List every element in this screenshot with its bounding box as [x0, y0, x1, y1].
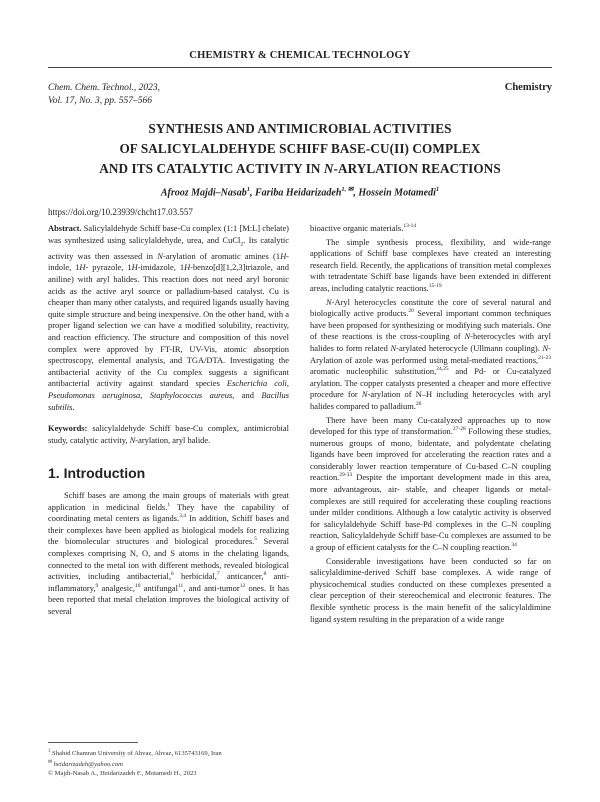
footnote-copyright: © Majdi-Nasab A., Heidarizadeh F., Motamedi H., 2023 — [48, 769, 197, 777]
citation-line-1: Chem. Chem. Technol., 2023, — [48, 83, 161, 93]
author-name: Hossein Motamedi — [358, 187, 436, 199]
section-label: Chemistry — [504, 82, 552, 93]
author-name: Afrooz Majdi–Nasab — [160, 187, 247, 199]
article-title — [48, 119, 552, 179]
title-line-2: OF SALICYLALDEHYDE SCHIFF BASE-CU(II) COMPLEX — [119, 141, 481, 156]
author-affiliation-mark: 1 — [435, 186, 440, 193]
footnote-affiliation: $^1$ Shahid Chamran University of Ahvaz, Ahvaz, 6135743169, Iran — [48, 749, 222, 758]
section-heading-introduction: 1. Introduction — [48, 465, 146, 482]
body-paragraph: Considerable investigations have been conducted so far on salicylaldimine-derived Schiff base complexes. A wide range of physicochemical studies conducted on these complexes presented a clear perception of their stereochemical and electronic features. The flexible synthetic process is the main benefit of the salicylaldimine ligand system resulting in the preparation of a wide range — [310, 555, 551, 624]
body-paragraph: N-Aryl heterocycles constitute the core of several natural and biologically active products.$^{20}$ Several important common techniques have been proposed for synthesizing or modifying such materials. One of these reactions is the cross-coupling of N-heterocycles with aryl halides to form related N-arylated heterocycle (Ullmann coupling). N-Arylation of azole was performed using metal-mediated reactions,$^{21-23}$ aromatic nucleophilic substitution,$^{24,25}$ and Pd- or Cu-catalyzed arylation. The copper catalysts presented a cheaper and more effective procedure for N-arylation of N–H including heterocycles with aryl halides compared to palladium.$^{26}$ — [310, 296, 551, 411]
header-rule — [48, 67, 552, 68]
author-name: Fariba Heidarizadeh — [254, 187, 342, 199]
keywords: Keywords: salicylaldehyde Schiff base-Cu complex, antimicrobial study, catalytic activity, N-arylation, aryl halide. — [48, 423, 289, 445]
title-line-3: AND ITS CATALYTIC ACTIVITY IN N-ARYLATION REACTIONS — [99, 161, 501, 176]
author-list: Afrooz Majdi–Nasab$^1$, Fariba Heidarizadeh$^{1, ✉}$, Hossein Motamedi$^1$ — [160, 186, 440, 199]
footnote-email[interactable]: ✉ heidarizadeh@yahoo.com — [48, 759, 123, 768]
left-column — [48, 223, 289, 618]
footnote-rule — [48, 742, 138, 743]
doi-link[interactable]: https://doi.org/10.23939/chcht17.03.557 — [48, 207, 193, 217]
author-affiliation-mark: 1 — [246, 186, 250, 193]
body-paragraph: The simple synthesis process, flexibility, and wide-range applications of Schiff base complexes have created an interesting research field. Recently, the applications of transition metal complexes with tetradentate Schiff base ligands have been extended in different areas, including catalytic reactions.$^{15-19}$ — [310, 236, 551, 293]
title-line-1: SYNTHESIS AND ANTIMICROBIAL ACTIVITIES — [148, 121, 452, 136]
intro-paragraph: Schiff bases are among the main groups of materials with great application in medicinal fields.$^1$ They have the capability of coordinating metal centers as ligands.$^{3,4}$ In addition, Schiff bases and their complexes have been applied as biological models for realizing the biomolecular structures and biological procedures.$^5$ Several complexes comprising N, O, and S atoms in the chelating ligands, connected to the metal ion with different methods, revealed biological activities, including antibacterial,$^6$ herbicidal,$^7$ anticancer,$^8$ anti-inflammatory,$^9$ analgesic,$^{10}$ antifungal$^{11}$, and anti-tumor$^{12}$ ones. It has been reported that metal chelation improves the biological activity of several — [48, 489, 290, 616]
body-paragraph: bioactive organic materials.$^{13-14}$ — [310, 223, 417, 233]
body-paragraph: There have been many Cu-catalyzed approaches up to now developed for this type of transformation.$^{27-28}$ Following these studies, numerous groups of mono, bidentate, and polydentate chelating ligands have been improved for accelerating the reaction rates and a considerably lower reaction temperature of Cu-based C–N coupling reaction.$^{29-33}$ Despite the important development made in this area, more advantageous, air- stable, and cheaper ligands or metal-complexes are still required for accelerating these coupling reactions under milder conditions. Although a low catalytic activity is observed for salicylaldehyde Schiff base-Pd complexes in the C–N coupling reaction, Salicylaldehyde Schiff base-Cu complexes are assumed to be a group of efficient catalysts for the C–N coupling reaction.$^{34}$ — [310, 414, 551, 553]
abstract: Abstract. Salicylaldehyde Schiff base-Cu complex (1:1 [M:L] chelate) was synthesized using salicylaldehyde, urea, and CuCl$_2$. Its catalytic activity was then assessed in N-arylation of aromatic amines (1H-indole, 1H- pyrazole, 1H-imidazole, 1H-benzo[d][1,2,3]triazole, and aniline) with aryl halides. This reaction does not need aryl boronic acids as the active aryl source or palladium-based catalyst. Cu is cheaper than many other catalysts, and required ligands usually having quite simple structure and being inexpensive. On the other hand, with a proper ligand selection we can have a modified solubility, reactivity, and reaction efficiency. The structure and composition of this novel complex were approved by FT-IR, UV-Vis, atomic absorption spectroscopy, elemental analysis, and TGA/DTA. Investigating the antibacterial activity of the Cu complex suggests a significant antibacterial activity against standard species Escherichia coli, Pseudomonas aeruginosa, Staphylococcus aureus, and Bacillus subtilis. — [48, 223, 289, 412]
author-affiliation-mark: 1, ✉ — [341, 186, 354, 193]
citation-line-2: Vol. 17, No. 3, pp. 557–566 — [48, 96, 152, 106]
journal-title: CHEMISTRY & CHEMICAL TECHNOLOGY — [189, 50, 411, 61]
citation — [48, 82, 160, 108]
footnotes — [48, 742, 289, 778]
right-column — [310, 223, 551, 625]
